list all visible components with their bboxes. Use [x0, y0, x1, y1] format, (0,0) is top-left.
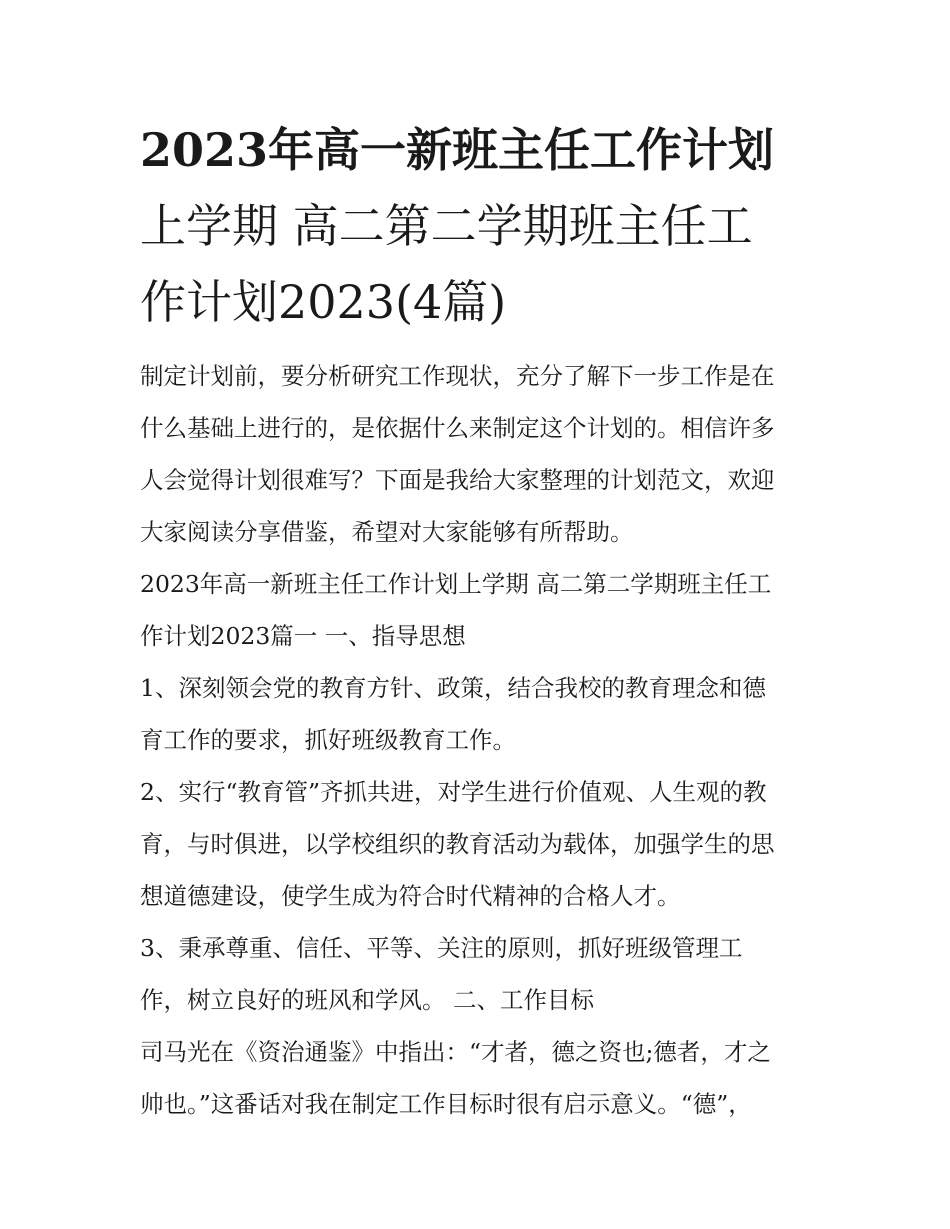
- title-line: 作计划2023(4篇): [140, 275, 507, 329]
- text-line: 3、秉承尊重、信任、平等、关注的原则，抓好班级管理工: [140, 934, 743, 962]
- text-line: 2、实行“教育管”齐抓共进，对学生进行价值观、人生观的教: [140, 778, 767, 806]
- text-line: 作计划2023篇一 一、指导思想: [140, 622, 466, 650]
- text-line: 育，与时俱进，以学校组织的教育活动为载体，加强学生的思: [140, 830, 775, 858]
- text-line: 帅也。”这番话对我在制定工作目标时很有启示意义。“德”，: [140, 1090, 752, 1118]
- section-heading-paragraph: [140, 558, 820, 662]
- text-line: 什么基础上进行的，是依据什么来制定这个计划的。相信许多: [140, 414, 775, 442]
- item-3-paragraph: [140, 922, 820, 1026]
- text-line: 制定计划前，要分析研究工作现状，充分了解下一步工作是在: [140, 362, 775, 390]
- text-line: 育工作的要求，抓好班级教育工作。: [140, 726, 516, 754]
- item-1-paragraph: [140, 662, 820, 766]
- text-line: 人会觉得计划很难写？下面是我给大家整理的计划范文，欢迎: [140, 466, 775, 494]
- text-line: 司马光在《资治通鉴》中指出：“才者，德之资也;德者，才之: [140, 1038, 771, 1066]
- title-line-1-text: 2023年高一新班主任工作计划: [140, 123, 775, 177]
- item-2-paragraph: [140, 766, 820, 922]
- document-page: [140, 112, 820, 1130]
- text-line: 想道德建设，使学生成为符合时代精神的合格人才。: [140, 882, 681, 910]
- text-line: 2023年高一新班主任工作计划上学期 高二第二学期班主任工: [140, 570, 772, 598]
- title-line: [140, 112, 820, 188]
- title-line: 上学期 高二第二学期班主任工: [140, 199, 753, 253]
- text-line: 1、深刻领会党的教育方针、政策，结合我校的教育理念和德: [140, 674, 766, 702]
- document-body: [140, 350, 820, 1130]
- document-title: [140, 112, 820, 340]
- quote-paragraph: [140, 1026, 820, 1130]
- text-line: 作，树立良好的班风和学风。 二、工作目标: [140, 986, 594, 1014]
- text-line: 大家阅读分享借鉴，希望对大家能够有所帮助。: [140, 518, 634, 546]
- intro-paragraph: [140, 350, 820, 558]
